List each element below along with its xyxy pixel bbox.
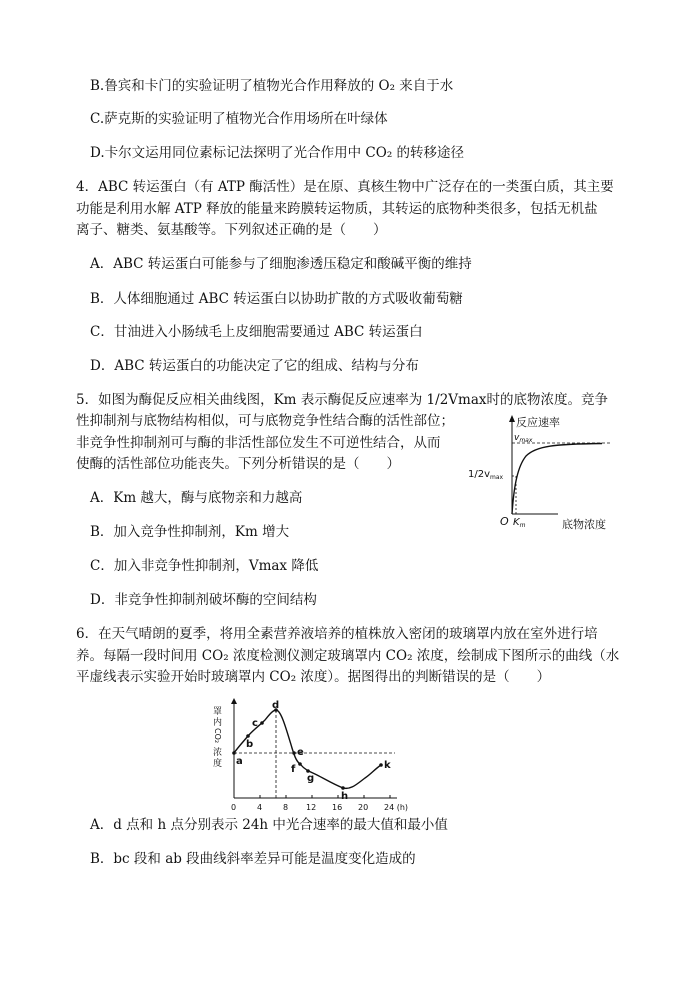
q6-option-b: B．bc 段和 ab 段曲线斜率差异可能是温度变化造成的 [90, 851, 416, 867]
q4-option-a: A．ABC 转运蛋白可能参与了细胞渗透压稳定和酸碱平衡的维持 [90, 256, 472, 272]
q6-option-a: A．d 点和 h 点分别表示 24h 中光合速率的最大值和最小值 [90, 817, 448, 833]
q6-stem-line2: 养。每隔一段时间用 CO₂ 浓度检测仪测定玻璃罩内 CO₂ 浓度，绘制成下图所示的曲线（水 [76, 648, 620, 664]
q5-half-vmax-label: $1/2v_{max}$ [468, 469, 504, 481]
q4-stem-line1: 4．ABC 转运蛋白（有 ATP 酶活性）是在原、真核生物中广泛存在的一类蛋白质，其主要 [76, 179, 614, 195]
q6-ylabel [213, 706, 222, 769]
q5-option-d: D．非竞争性抑制剂破坏酶的空间结构 [90, 592, 317, 608]
q5-ylabel: 反应速率 [516, 416, 560, 429]
q5-rate-curve [512, 444, 602, 515]
q5-option-b: B．加入竞争性抑制剂，Km 增大 [90, 524, 290, 540]
svg-text:浓: 浓 [213, 748, 223, 758]
q6-x-tick-24: 24 (h) [384, 803, 409, 812]
q6-x-tick-12: 12 [306, 803, 317, 812]
q5-origin-label: O [500, 515, 509, 528]
q4-option-b: B．人体细胞通过 ABC 转运蛋白以协助扩散的方式吸收葡萄糖 [90, 291, 463, 307]
q6-x-tick-4: 4 [257, 803, 263, 812]
q6-x-tick-16: 16 [332, 803, 343, 812]
q5-vmax-label: $v_{max}$ [514, 433, 533, 444]
q4-option-c: C．甘油进入小肠绒毛上皮细胞需要通过 ABC 转运蛋白 [90, 324, 423, 340]
q4-stem-line3: 离子、糖类、氨基酸等。下列叙述正确的是（ ） [76, 222, 387, 238]
q4-option-d: D．ABC 转运蛋白的功能决定了它的组成、结构与分布 [90, 358, 419, 374]
q6-x-tick-20: 20 [358, 803, 369, 812]
q6-x-tick-8: 8 [283, 803, 289, 812]
q6-co2-curve-figure [205, 698, 410, 816]
q5-stem-line3: 非竞争性抑制剂可与酶的非活性部位发生不可逆性结合，从而 [76, 435, 441, 451]
q6-point-k: k [384, 760, 391, 771]
svg-text:罩: 罩 [213, 707, 223, 717]
q6-point-d: d [272, 700, 280, 711]
q5-xlabel: 底物浓度 [562, 518, 606, 531]
q6-point-b: b [246, 739, 254, 750]
q5-option-a: A．Km 越大，酶与底物亲和力越高 [90, 490, 303, 506]
q6-point-c: c [252, 718, 258, 729]
q4-stem-line2: 功能是利用水解 ATP 释放的能量来跨膜转运物质，其转运的底物种类很多，包括无机盐 [76, 201, 598, 217]
q6-point-h: h [341, 791, 349, 802]
q5-option-c: C．加入非竞争性抑制剂，Vmax 降低 [90, 558, 319, 574]
svg-text:CO₂: CO₂ [213, 728, 222, 744]
q3-option-d: D.卡尔文运用同位素标记法探明了光合作用中 CO₂ 的转移途径 [90, 145, 465, 161]
svg-text:内: 内 [213, 718, 223, 728]
q5-km-label: $K_m$ [513, 517, 526, 529]
q6-point-f: f [291, 764, 296, 775]
q5-stem-line2: 性抑制剂与底物结构相似，可与底物竞争性结合酶的活性部位； [76, 413, 454, 429]
q6-stem-line3: 平虚线表示实验开始时玻璃罩内 CO₂ 浓度）。据图得出的判断错误的是（ ） [76, 669, 551, 685]
q3-option-b: B.鲁宾和卡门的实验证明了植物光合作用释放的 O₂ 来自于水 [90, 78, 454, 94]
q5-y-axis-arrow [509, 415, 515, 422]
q6-stem-line1: 6．在天气晴朗的夏季，将用全素营养液培养的植株放入密闭的玻璃罩内放在室外进行培 [76, 626, 598, 642]
q5-stem-line4: 使酶的活性部位功能丧失。下列分析错误的是（ ） [76, 456, 400, 472]
q6-x-tick-0: 0 [231, 803, 237, 812]
q5-enzyme-curve-figure [462, 414, 622, 534]
q6-y-axis-arrow [231, 698, 237, 704]
svg-text:度: 度 [213, 759, 223, 769]
q6-point-e: e [297, 747, 304, 758]
q3-option-c: C.萨克斯的实验证明了植物光合作用场所在叶绿体 [90, 111, 388, 127]
q6-point-a: a [236, 756, 243, 767]
q6-point-g: g [307, 773, 315, 784]
q5-stem-line1: 5．如图为酶促反应相关曲线图，Km 表示酶促反应速率为 1/2Vmax时的底物浓度。竞争 [76, 392, 608, 408]
